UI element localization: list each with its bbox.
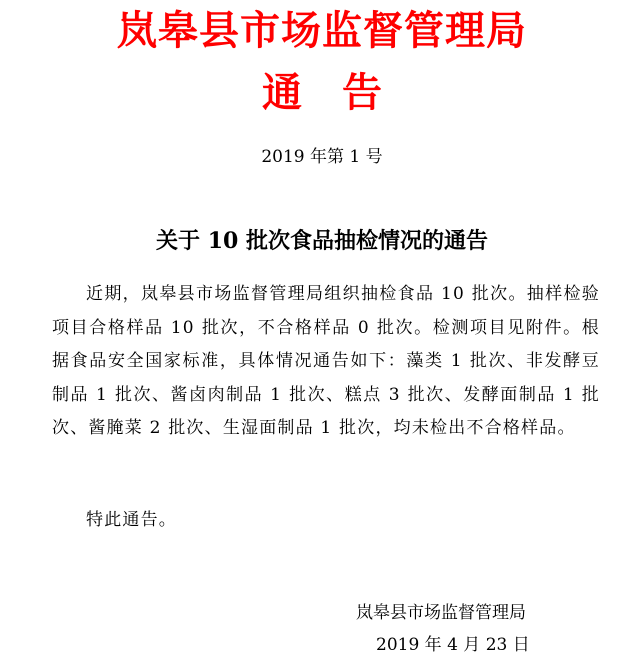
- notice-title-char-1: 通: [262, 69, 302, 116]
- notice-title: [0, 66, 644, 120]
- signature-organization: 岚皋县市场监督管理局: [356, 603, 526, 623]
- closing-statement: 特此通告。: [86, 510, 177, 530]
- notice-subject: 关于 10 批次食品抽检情况的通告: [156, 228, 488, 254]
- notice-title-char-2: 告: [342, 69, 382, 116]
- signature-date: 2019 年 4 月 23 日: [376, 635, 530, 655]
- issuing-organization-header: 岚皋县市场监督管理局: [117, 7, 527, 54]
- document-number: 2019 年第 1 号: [261, 147, 383, 167]
- body-paragraph: 近期，岚皋县市场监督管理局组织抽检食品 10 批次。抽样检验项目合格样品 10 批次，不合格样品 0 批次。检测项目见附件。根据食品安全国家标准，具体情况通告如下：藻类 1 批次、非发酵豆制品 1 批次、酱卤肉制品 1 批次、糕点 3 批次、发酵面制品 1 批次、酱腌菜 2 批次、生湿面制品 1 批次，均未检出不合格样品。: [52, 284, 600, 438]
